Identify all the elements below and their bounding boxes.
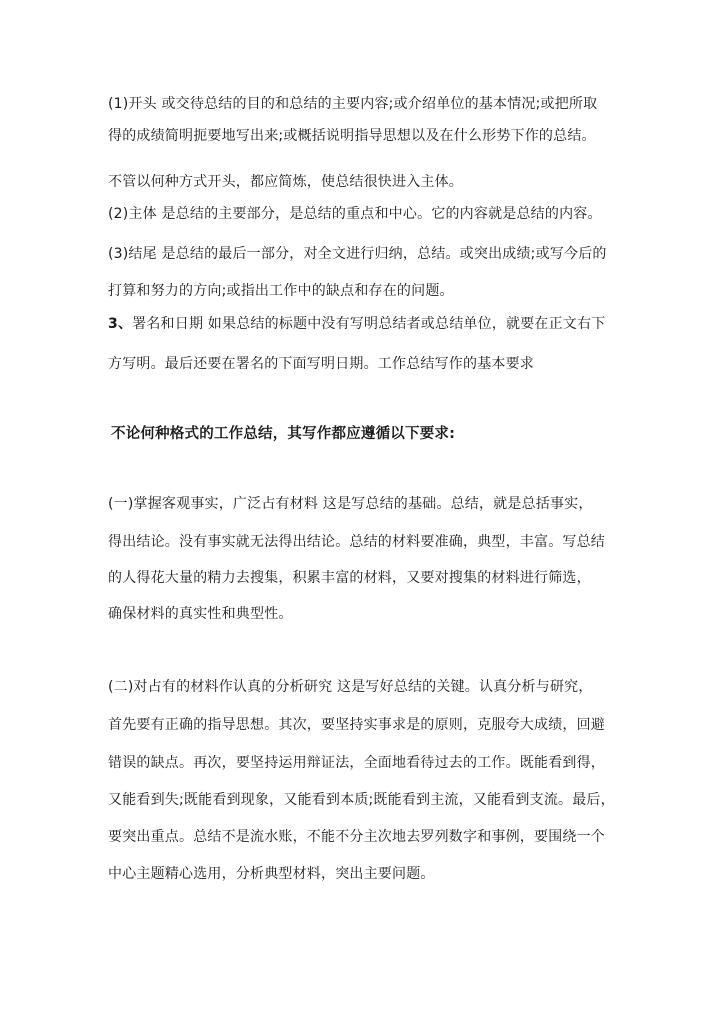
section-number: 3、	[108, 316, 133, 332]
text-line: 要突出重点。总结不是流水账，不能不分主次地去罗列数字和事例，要围绕一个	[108, 829, 605, 845]
text-line: 不管以何种方式开头，都应简炼，使总结很快进入主体。	[108, 174, 463, 190]
text-line: 得的成绩简明扼要地写出来;或概括说明指导思想以及在什么形势下作的总结。	[108, 128, 596, 144]
text-line: 错误的缺点。再次，要坚持运用辩证法，全面地看待过去的工作。既能看到得，	[108, 755, 605, 771]
text-line: (一)掌握客观事实，广泛占有材料 这是写总结的基础。总结，就是总括事实，	[108, 496, 593, 512]
text-line: 打算和努力的方向;或指出工作中的缺点和存在的问题。	[108, 283, 454, 299]
text-line: 确保材料的真实性和典型性。	[108, 606, 293, 622]
text-line-content: 署名和日期 如果总结的标题中没有写明总结者或总结单位，就要在正文右下	[132, 316, 606, 332]
section-heading: 不论何种格式的工作总结，其写作都应遵循以下要求:	[111, 426, 456, 442]
text-line: 方写明。最后还要在署名的下面写明日期。工作总结写作的基本要求	[108, 356, 534, 372]
text-line: 中心主题精心选用，分析典型材料，突出主要问题。	[108, 866, 435, 882]
text-line: 得出结论。没有事实就无法得出结论。总结的材料要准确，典型，丰富。写总结	[108, 534, 605, 550]
text-line: 又能看到失;既能看到现象，又能看到本质;既能看到主流，又能看到支流。最后，	[108, 792, 615, 808]
text-line	[108, 315, 605, 333]
text-line: (3)结尾 是总结的最后一部分，对全文进行归纳，总结。或突出成绩;或写今后的	[108, 246, 607, 262]
text-line: (2)主体 是总结的主要部分，是总结的重点和中心。它的内容就是总结的内容。	[108, 206, 602, 222]
text-line: 首先要有正确的指导思想。其次，要坚持实事求是的原则，克服夸大成绩，回避	[108, 717, 605, 733]
text-line: (1)开头 或交待总结的目的和总结的主要内容;或介绍单位的基本情况;或把所取	[108, 96, 598, 112]
text-line: (二)对占有的材料作认真的分析研究 这是写好总结的关键。认真分析与研究，	[108, 679, 593, 695]
text-line: 的人得花大量的精力去搜集，积累丰富的材料，又要对搜集的材料进行筛选，	[108, 570, 591, 586]
